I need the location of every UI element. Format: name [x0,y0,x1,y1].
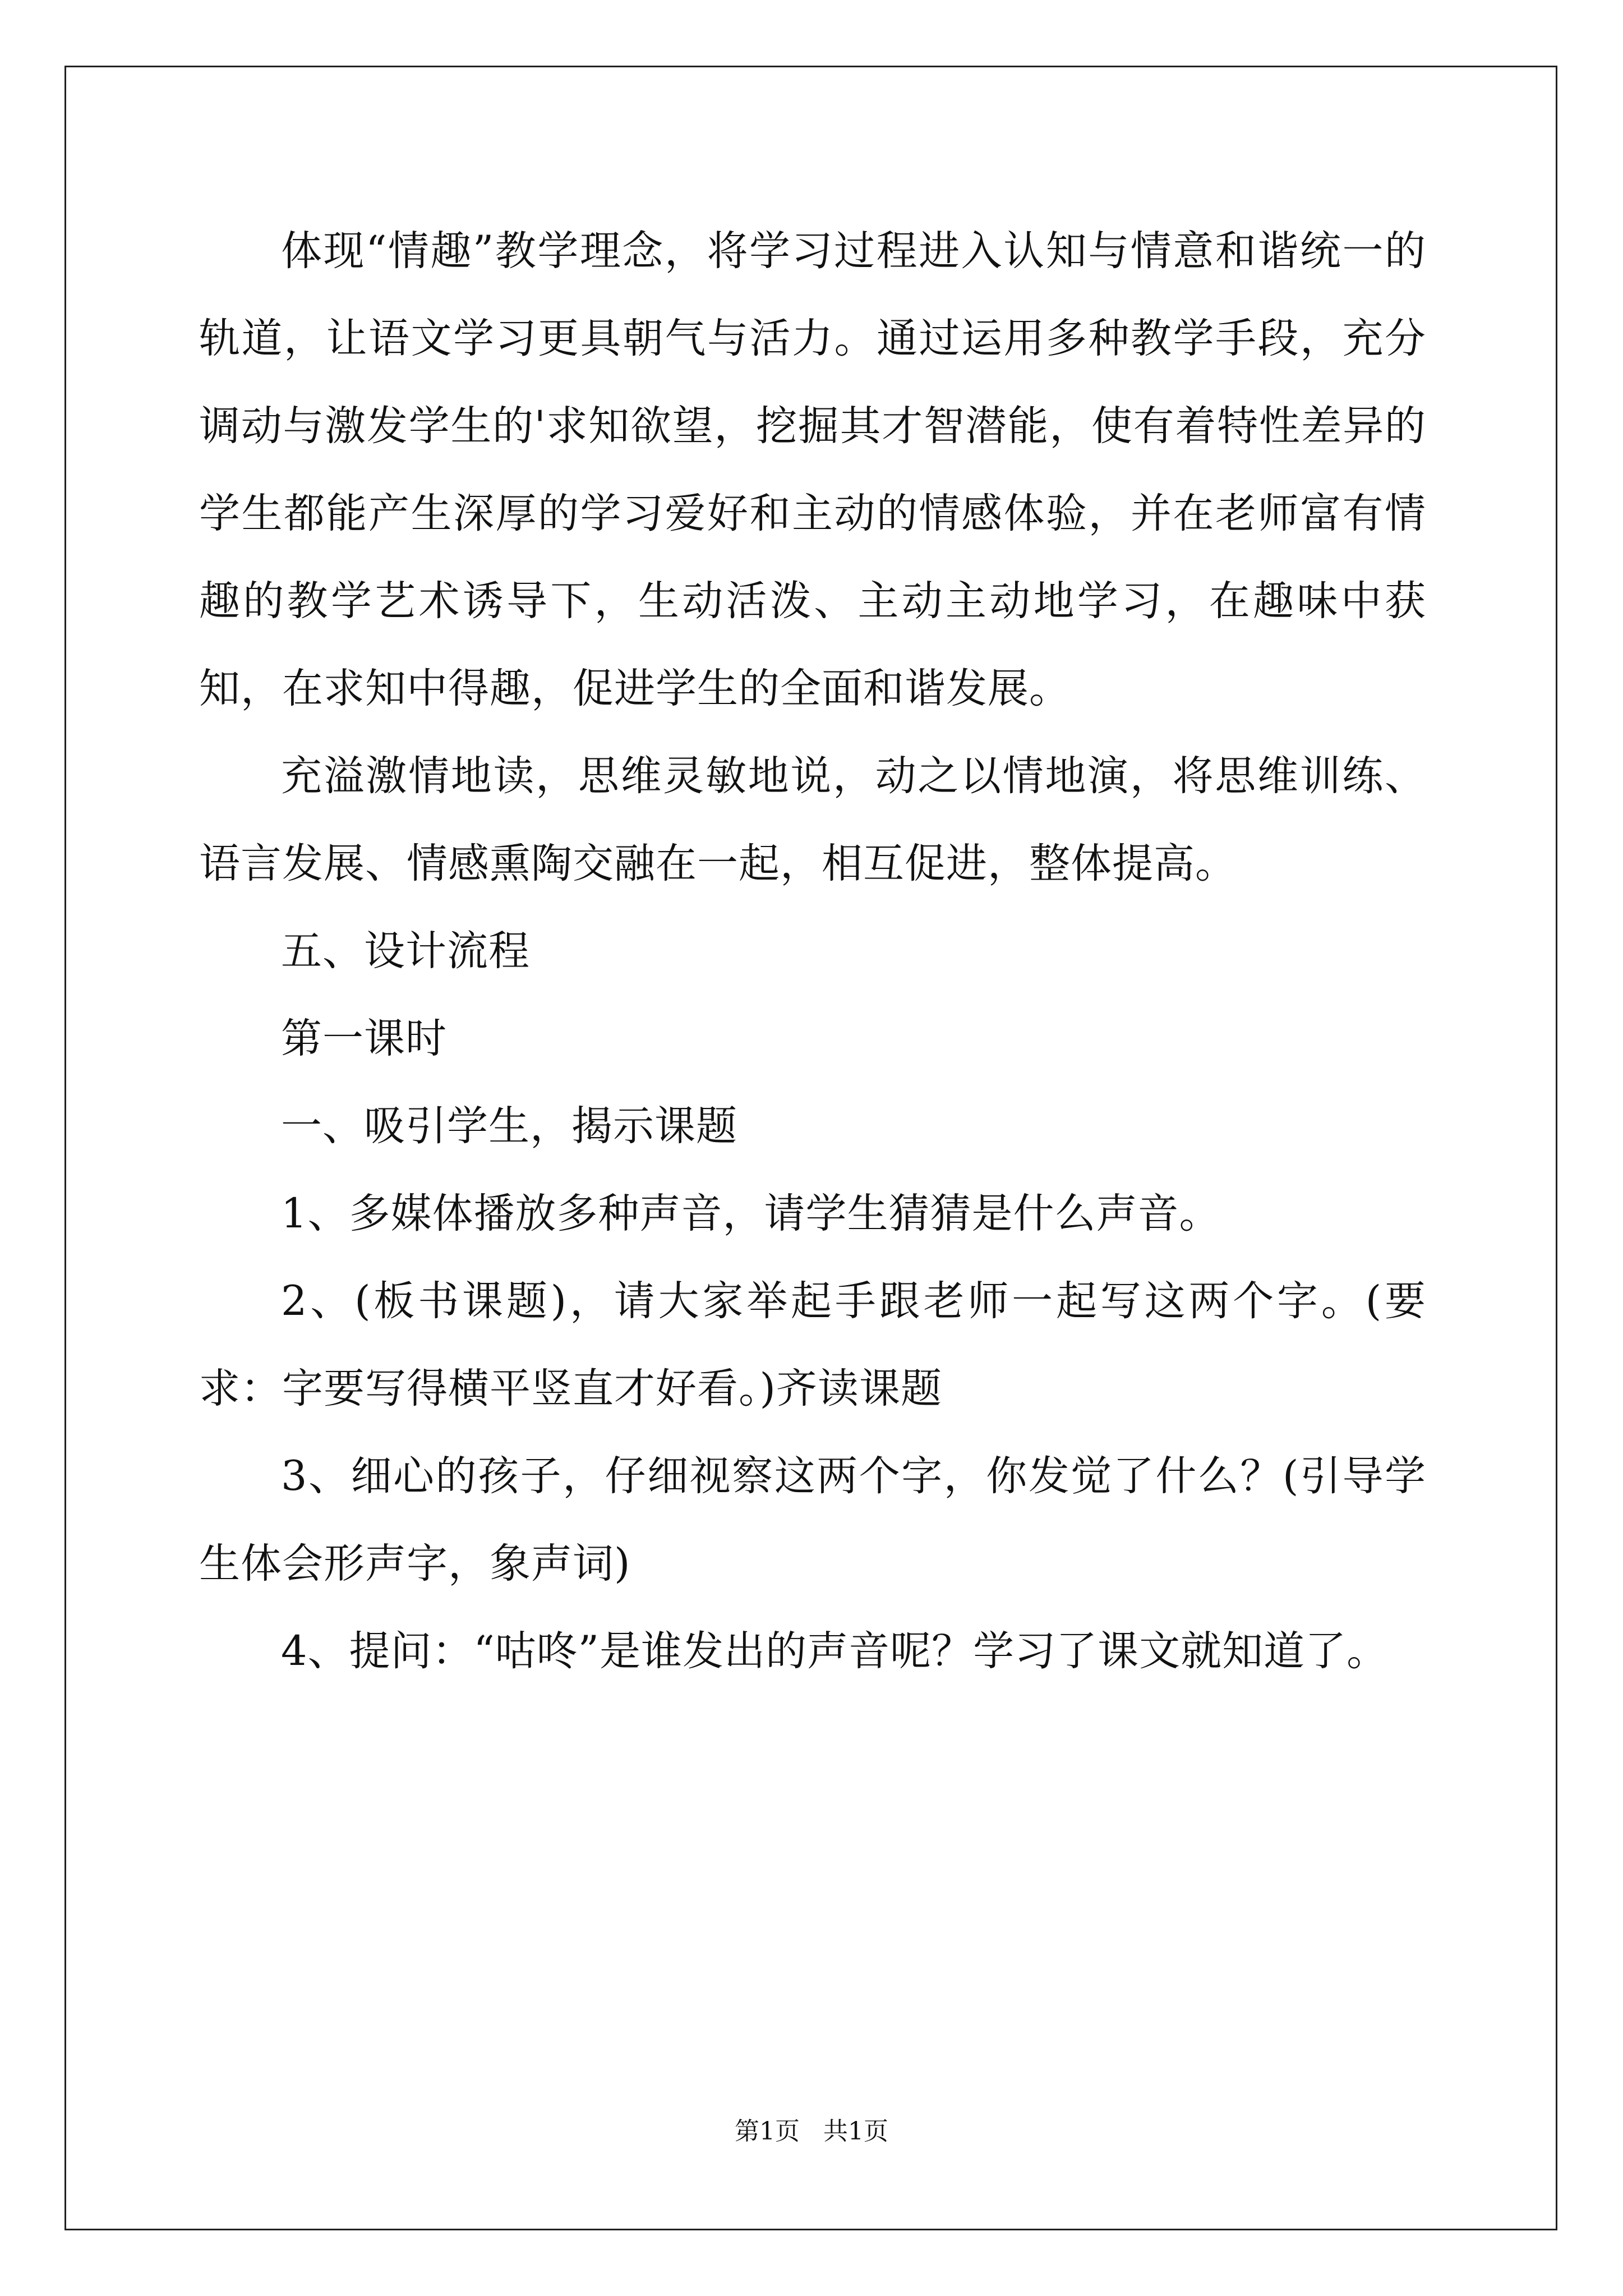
list-item-step-4: 4、提问：“咕咚”是谁发出的声音呢？学习了课文就知道了。 [281,1627,1389,1675]
paragraph-teaching-philosophy: 体现“情趣”教学理念，将学习过程进入认知与情意和谐统一的轨道，让语文学习更具朝气与活力。通过运用多种教学手段，充分调动与激发学生的'求知欲望，挖掘其才智潜能，使有着特性差异的学生都能产生深厚的学习爱好和主动的情感体验，并在老师富有情趣的教学艺术诱导下，生动活泼、主动主动地学习，在趣味中获知，在求知中得趣，促进学生的全面和谐发展。 [199,227,1426,712]
step-heading-attract-students: 一、吸引学生，揭示课题 [281,1102,737,1150]
section-heading-design-process: 五、设计流程 [281,927,530,975]
list-item-step-2: 2、(板书课题)，请大家举起手跟老师一起写这两个字。(要求：字要写得横平竖直才好看。)齐读课题 [199,1277,1426,1412]
document-body [199,208,1426,1695]
paragraph-reading-approach: 充溢激情地读，思维灵敏地说，动之以情地演，将思维训练、语言发展、情感熏陶交融在一起，相互促进，整体提高。 [199,752,1426,887]
lesson-heading-first-period: 第一课时 [281,1015,447,1062]
page-footer: 第1页 共1页 [735,2117,888,2146]
list-item-step-1: 1、多媒体播放多种声音，请学生猜猜是什么声音。 [281,1190,1221,1237]
list-item-step-3: 3、细心的孩子，仔细视察这两个字，你发觉了什么？(引导学生体会形声字，象声词) [199,1452,1426,1588]
